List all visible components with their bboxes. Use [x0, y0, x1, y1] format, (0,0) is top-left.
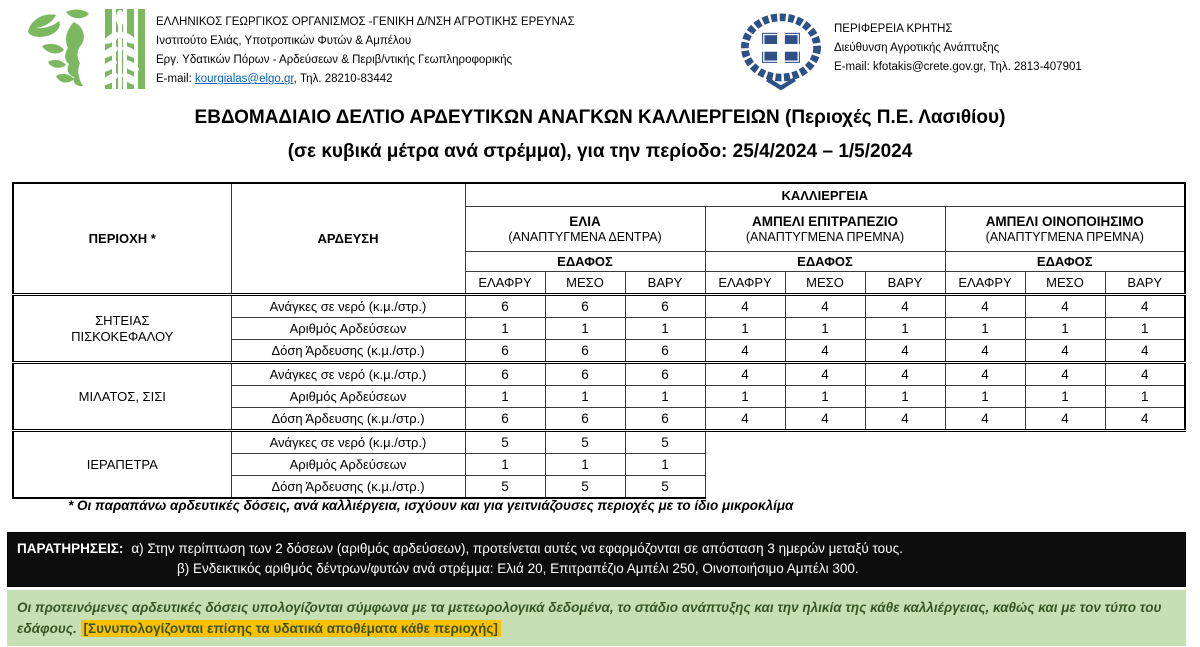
value-cell: 1: [945, 386, 1025, 408]
row-label: Δόση Άρδευσης (κ.μ./στρ.): [231, 340, 465, 363]
value-cell: 5: [545, 476, 625, 499]
org-right-block: [834, 20, 1082, 77]
value-cell: 1: [705, 386, 785, 408]
value-cell: 1: [785, 386, 865, 408]
remarks-label: ΠΑΡΑΤΗΡΗΣΕΙΣ:: [17, 541, 124, 556]
crop-header-olive: [465, 207, 705, 252]
soil-type-header: ΒΑΡΥ: [625, 272, 705, 295]
email-link[interactable]: kourgialas@elgo.gr: [194, 73, 294, 85]
value-cell: 4: [1105, 340, 1185, 363]
value-cell: 4: [785, 340, 865, 363]
value-cell: 4: [1025, 363, 1105, 386]
value-cell: 4: [945, 340, 1025, 363]
title-line1: ΕΒΔΟΜΑΔΙΑΙΟ ΔΕΛΤΙΟ ΑΡΔΕΥΤΙΚΩΝ ΑΝΑΓΚΩΝ ΚΑΛΛΙΕΡΓΕΙΩΝ (Περιοχές Π.Ε. Λασιθίου): [194, 107, 1006, 128]
value-cell: 6: [465, 408, 545, 431]
crop-name: ΑΜΠΕΛΙ ΕΠΙΤΡΑΠΕΖΙΟ: [751, 214, 898, 229]
org-left-contact: [156, 70, 575, 89]
value-cell: 4: [705, 340, 785, 363]
value-cell: 1: [1025, 318, 1105, 340]
soil-type-header: ΒΑΡΥ: [865, 272, 945, 295]
value-cell: 4: [865, 295, 945, 318]
value-cell: 1: [865, 386, 945, 408]
title-line2: (σε κυβικά μέτρα ανά στρέμμα), για την περίοδο: 25/4/2024 – 1/5/2024: [287, 141, 913, 162]
hellenic-republic-emblem: [738, 8, 824, 92]
value-cell: 4: [785, 363, 865, 386]
region-name: [13, 295, 231, 363]
soil-type-header: ΒΑΡΥ: [1105, 272, 1185, 295]
row-label: Αριθμός Αρδεύσεων: [231, 454, 465, 476]
remarks-box: [7, 532, 1186, 587]
value-cell: 6: [465, 295, 545, 318]
region-name: [13, 363, 231, 431]
value-cell: 6: [545, 340, 625, 363]
region-name-line: ΜΙΛΑΤΟΣ, ΣΙΣΙ: [78, 388, 166, 404]
irrigation-table: [12, 182, 1186, 499]
row-label: Αριθμός Αρδεύσεων: [231, 318, 465, 340]
remarks-text-a: α) Στην περίπτωση των 2 δόσεων (αριθμός αρδεύσεων), προτείνεται αυτές να εφαρμόζονται σε απόσταση 3 ημερών μεταξύ τους.: [131, 541, 903, 556]
row-label: Δόση Άρδευσης (κ.μ./στρ.): [231, 408, 465, 431]
info-box: [7, 590, 1186, 646]
value-cell: 1: [545, 318, 625, 340]
value-cell: 5: [465, 476, 545, 499]
soil-type-header: ΕΛΑΦΡΥ: [705, 272, 785, 295]
value-cell: 4: [1025, 295, 1105, 318]
value-cell: 1: [705, 318, 785, 340]
region-name-line: ΠΙΣΚΟΚΕΦΑΛΟΥ: [71, 328, 174, 344]
empty-table-area: [705, 431, 1185, 499]
table-row: [13, 363, 1185, 386]
value-cell: 4: [785, 295, 865, 318]
region-name: [13, 431, 231, 499]
value-cell: 1: [1105, 318, 1185, 340]
remarks-line-a: [17, 539, 1176, 559]
value-cell: 4: [945, 408, 1025, 431]
value-cell: 5: [465, 431, 545, 454]
value-cell: 4: [1025, 340, 1105, 363]
table-header-row: [13, 183, 1185, 207]
value-cell: 5: [625, 431, 705, 454]
value-cell: 4: [945, 295, 1025, 318]
org-left-block: [156, 13, 575, 89]
value-cell: 4: [865, 340, 945, 363]
value-cell: 5: [545, 431, 625, 454]
table-row: [13, 295, 1185, 318]
value-cell: 1: [465, 386, 545, 408]
page-title: [0, 107, 1200, 163]
value-cell: 4: [1105, 363, 1185, 386]
org-left-line2: Ινστιτούτο Ελιάς, Υποτροπικών Φυτών & Αμπέλου: [156, 35, 412, 47]
org-left-line1: ΕΛΛΗΝΙΚΟΣ ΓΕΩΡΓΙΚΟΣ ΟΡΓΑΝΙΣΜΟΣ -ΓΕΝΙΚΗ Δ/ΝΣΗ ΑΓΡΟΤΙΚΗΣ ΕΡΕΥΝΑΣ: [156, 16, 575, 28]
region-name-line: ΙΕΡΑΠΕΤΡΑ: [86, 456, 158, 472]
value-cell: 6: [625, 295, 705, 318]
table-row: [13, 431, 1185, 454]
remarks-text-b: β) Ενδεικτικός αριθμός δέντρων/φυτών ανά στρέμμα: Ελιά 20, Επιτραπέζιο Αμπέλι 250, Οινοποιήσιμο Αμπέλι 300.: [177, 561, 859, 576]
crop-name: ΑΜΠΕΛΙ ΟΙΝΟΠΟΙΗΣΙΜΟ: [985, 214, 1144, 229]
crop-name: ΕΛΙΑ: [569, 214, 601, 229]
soil-type-header: ΕΛΑΦΡΥ: [945, 272, 1025, 295]
row-label: Ανάγκες σε νερό (κ.μ./στρ.): [231, 295, 465, 318]
value-cell: 1: [625, 454, 705, 476]
info-text: Οι προτεινόμενες αρδευτικές δόσεις υπολογίζονται σύμφωνα με τα μετεωρολογικά δεδομένα, το στάδιο ανάπτυξης και την ηλικία της κάθε καλλιέργειας, καθώς και με τον τύπο του εδάφους.: [17, 600, 1162, 636]
col-header-crop-group: ΚΑΛΛΙΕΡΓΕΙΑ: [465, 183, 1185, 207]
row-label: Δόση Άρδευσης (κ.μ./στρ.): [231, 476, 465, 499]
value-cell: 1: [545, 454, 625, 476]
value-cell: 6: [625, 408, 705, 431]
value-cell: 1: [465, 454, 545, 476]
org-right-line2: Διεύθυνση Αγροτικής Ανάπτυξης: [834, 42, 1000, 54]
elgo-demeter-logo: [22, 8, 148, 90]
value-cell: 6: [545, 295, 625, 318]
value-cell: 1: [545, 386, 625, 408]
value-cell: 6: [465, 363, 545, 386]
value-cell: 4: [705, 295, 785, 318]
value-cell: 6: [545, 363, 625, 386]
value-cell: 4: [1025, 408, 1105, 431]
value-cell: 4: [1105, 408, 1185, 431]
row-label: Ανάγκες σε νερό (κ.μ./στρ.): [231, 363, 465, 386]
value-cell: 1: [1105, 386, 1185, 408]
crop-subtitle: (ΑΝΑΠΤΥΓΜΕΝΑ ΠΡΕΜΝΑ): [745, 230, 905, 244]
value-cell: 1: [945, 318, 1025, 340]
email-label: E-mail:: [156, 73, 195, 85]
org-left-line3: Εργ. Υδατικών Πόρων - Αρδεύσεων & Περιβ/ντικής Γεωπληροφορικής: [156, 54, 513, 66]
value-cell: 1: [865, 318, 945, 340]
value-cell: 4: [945, 363, 1025, 386]
value-cell: 6: [545, 408, 625, 431]
value-cell: 4: [705, 363, 785, 386]
value-cell: 6: [465, 340, 545, 363]
phone-text: , Τηλ. 28210-83442: [293, 73, 393, 85]
value-cell: 1: [1025, 386, 1105, 408]
row-label: Ανάγκες σε νερό (κ.μ./στρ.): [231, 431, 465, 454]
value-cell: 4: [865, 363, 945, 386]
value-cell: 4: [1105, 295, 1185, 318]
soil-type-header: ΜΕΣΟ: [1025, 272, 1105, 295]
soil-header: ΕΔΑΦΟΣ: [465, 252, 705, 272]
col-header-irrigation: ΑΡΔΕΥΣΗ: [231, 183, 465, 295]
value-cell: 6: [625, 340, 705, 363]
org-right-line1: ΠΕΡΙΦΕΡΕΙΑ ΚΡΗΤΗΣ: [834, 23, 953, 35]
value-cell: 6: [625, 363, 705, 386]
value-cell: 4: [705, 408, 785, 431]
info-highlight: [Συνυπολογίζονται επίσης τα υδατικά αποθέματα κάθε περιοχής]: [81, 620, 501, 637]
soil-header: ΕΔΑΦΟΣ: [705, 252, 945, 272]
soil-type-header: ΜΕΣΟ: [785, 272, 865, 295]
org-right-contact: E-mail: kfotakis@crete.gov.gr, Τηλ. 2813-407901: [834, 61, 1082, 73]
row-label: Αριθμός Αρδεύσεων: [231, 386, 465, 408]
value-cell: 4: [865, 408, 945, 431]
remarks-line-b: [17, 559, 1176, 579]
crop-header-table-grape: [705, 207, 945, 252]
soil-type-header: ΜΕΣΟ: [545, 272, 625, 295]
value-cell: 1: [465, 318, 545, 340]
col-header-region: ΠΕΡΙΟΧΗ *: [13, 183, 231, 295]
soil-type-header: ΕΛΑΦΡΥ: [465, 272, 545, 295]
soil-header: ΕΔΑΦΟΣ: [945, 252, 1185, 272]
value-cell: 1: [625, 386, 705, 408]
value-cell: 1: [625, 318, 705, 340]
region-name-line: ΣΗΤΕΙΑΣ: [95, 312, 150, 328]
table-footnote: * Οι παραπάνω αρδευτικές δόσεις, ανά καλλιέργεια, ισχύουν και για γειτνιάζουσες περιοχές με το ίδιο μικροκλίμα: [68, 498, 794, 513]
crop-header-wine-grape: [945, 207, 1185, 252]
value-cell: 4: [785, 408, 865, 431]
crop-subtitle: (ΑΝΑΠΤΥΓΜΕΝΑ ΔΕΝΤΡΑ): [508, 230, 662, 244]
crop-subtitle: (ΑΝΑΠΤΥΓΜΕΝΑ ΠΡΕΜΝΑ): [985, 230, 1144, 244]
value-cell: 1: [785, 318, 865, 340]
value-cell: 5: [625, 476, 705, 499]
